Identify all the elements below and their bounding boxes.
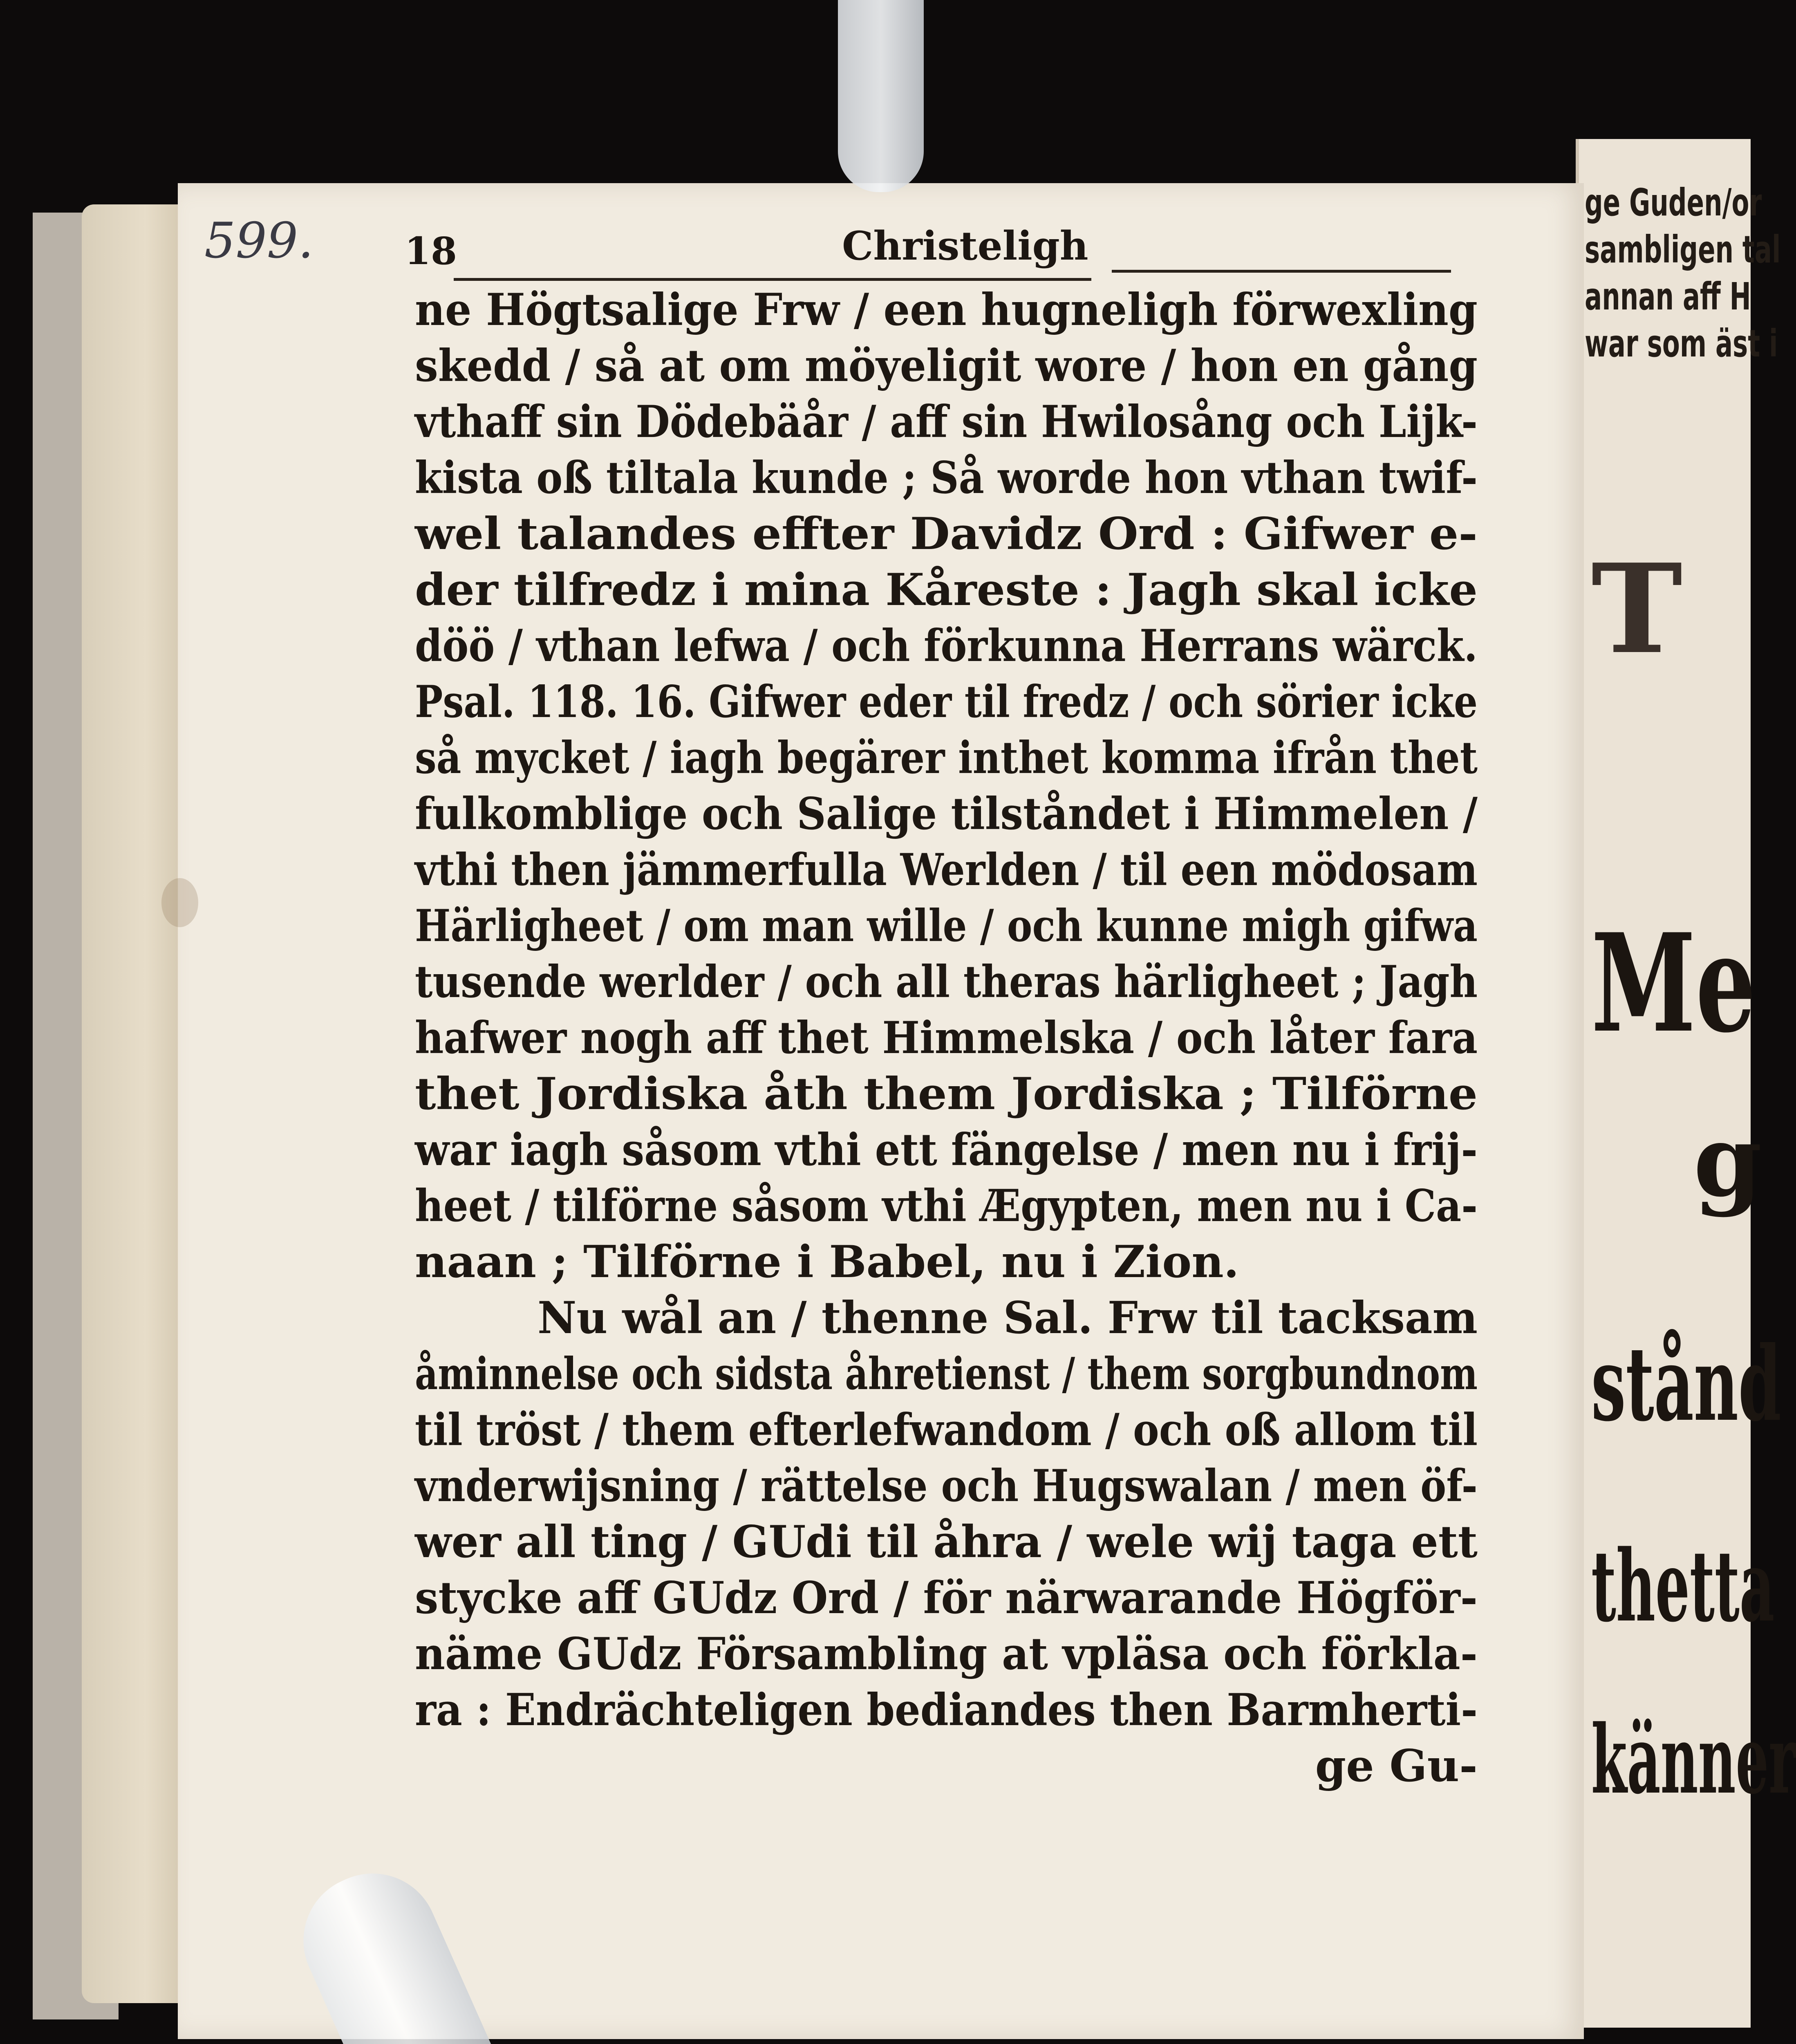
facing-large-letter: känner [1591, 1705, 1796, 1815]
text-line: fulkomblige och Salige tilståndet i Himmelen / [415, 788, 1478, 840]
text-line: hafwer nogh aff thet Himmelska / och låter fara [415, 1012, 1478, 1064]
text-line: der tilfredz i mina Kåreste : Jagh skal icke [415, 564, 1478, 616]
text-line: åminnelse och sidsta åhretienst / them sorgbundnom [415, 1348, 1478, 1400]
facing-line: ge Guden/or [1585, 181, 1762, 224]
text-line: kista oß tiltala kunde ; Så worde hon vthan twif- [415, 452, 1478, 504]
text-line: vthaff sin Dödebäår / aff sin Hwilosång och Lijk- [415, 396, 1478, 448]
text-line: wel talandes effter Davidz Ord : Gifwer e- [415, 508, 1478, 560]
text-line: Härligheet / om man wille / och kunne migh gifwa [415, 900, 1478, 952]
text-line: ne Högtsalige Frw / een hugneligh förwexling [415, 284, 1478, 336]
header-rule [1112, 270, 1451, 273]
text-line: Psal. 118. 16. Gifwer eder til fredz / och sörier icke [415, 676, 1478, 728]
text-line: stycke aff GUdz Ord / för närwarande Högför- [415, 1572, 1478, 1624]
catchword: ge Gu- [1315, 1740, 1478, 1792]
header-rule [454, 278, 1091, 281]
text-line: ra : Endrächteligen bediandes then Barmherti- [415, 1684, 1478, 1736]
page-clip-top [838, 0, 924, 192]
text-line: tusende werlder / och all theras härligheet ; Jagh [415, 956, 1478, 1008]
text-line: naan ; Tilförne i Babel, nu i Zion. [415, 1236, 1239, 1288]
facing-line: sambligen tal [1585, 228, 1781, 271]
page-number: 18 [405, 229, 457, 273]
facing-large-letter: thetta [1591, 1529, 1775, 1644]
text-line: wer all ting / GUdi til åhra / wele wij taga ett [415, 1516, 1478, 1568]
facing-large-letter: Me [1591, 904, 1756, 1062]
facing-large-letter: g [1693, 1103, 1762, 1219]
text-line: näme GUdz Försambling at vpläsa och förkla- [415, 1628, 1478, 1680]
book-board [82, 204, 188, 2003]
facing-page [1576, 139, 1796, 2028]
text-line: vnderwijsning / rättelse och Hugswalan / men öf- [415, 1460, 1478, 1512]
text-line: så mycket / iagh begärer inthet komma ifrån thet [415, 732, 1478, 784]
text-line: döö / vthan lefwa / och förkunna Herrans wärck. [415, 620, 1478, 672]
text-line: Nu wål an / thenne Sal. Frw til tacksam [537, 1292, 1478, 1344]
text-line: til tröst / them efterlefwandom / och oß allom til [415, 1404, 1478, 1456]
text-line: skedd / så at om möyeligit wore / hon en gång [415, 340, 1478, 392]
text-line: heet / tilförne såsom vthi Ægypten, men nu i Ca- [415, 1180, 1478, 1232]
facing-large-letter: stånd [1591, 1324, 1781, 1444]
text-line: thet Jordiska åth them Jordiska ; Tilförne [415, 1068, 1478, 1120]
pencil-folio-number: 599. [204, 213, 314, 269]
facing-large-letter: T [1591, 537, 1683, 681]
body-text [415, 282, 1478, 1794]
text-line: vthi then jämmerfulla Werlden / til een mödosam [415, 844, 1478, 896]
text-line: war iagh såsom vthi ett fängelse / men nu i frij- [415, 1124, 1478, 1176]
facing-line: war som äst i [1585, 322, 1778, 365]
page-stain [161, 878, 198, 927]
facing-line: annan aff H [1585, 275, 1751, 318]
running-head: Christeligh [842, 223, 1088, 269]
